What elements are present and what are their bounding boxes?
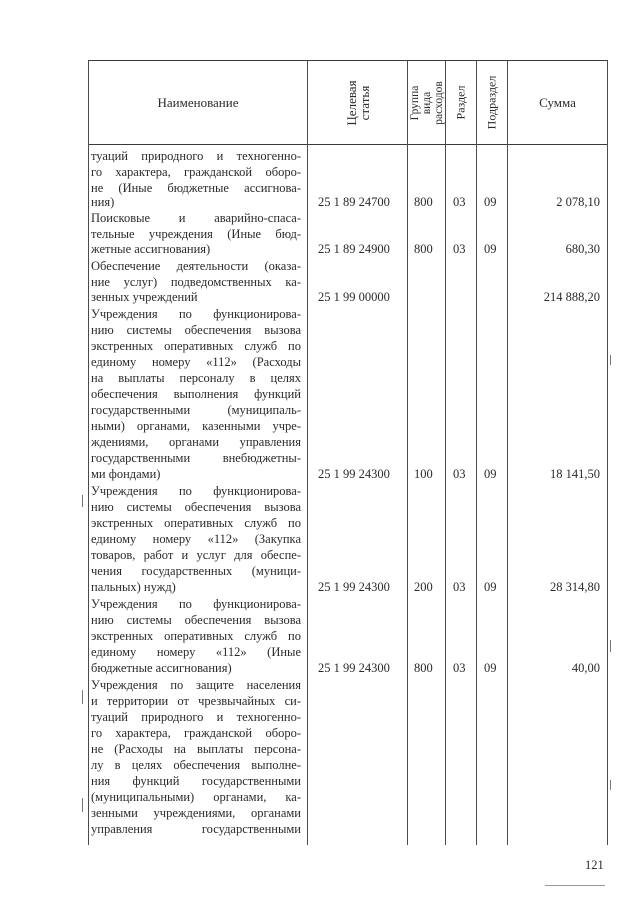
row-6-text-line: нию системы обеспечения вызова	[91, 613, 301, 627]
column-divider	[507, 60, 508, 845]
row-5-text-line: Учреждения по функционирова-	[91, 484, 301, 498]
header-amount: Сумма	[539, 94, 576, 110]
table-right-border	[607, 60, 608, 845]
row-4-text-line: на выплаты персоналу в целях	[91, 371, 301, 385]
row-7-text-line: Учреждения по защите населения	[91, 678, 301, 692]
row-2-text-line: Поисковые и аварийно-спаса-	[91, 211, 301, 225]
row-3-article: 25 1 99 00000	[318, 290, 390, 304]
page-number: 121	[585, 858, 604, 872]
scan-mark	[610, 640, 611, 652]
row-3-text-line: зенных учреждений	[91, 290, 198, 304]
row-5-text-line: пальных) нужд)	[91, 580, 176, 594]
row-4-text-line: ными) органами, казенными учре-	[91, 419, 301, 433]
scan-mark	[82, 798, 83, 812]
scan-mark	[82, 495, 83, 507]
row-1-section: 03	[453, 195, 466, 209]
row-5-subsection: 09	[484, 580, 497, 594]
row-5-text-line: единому номеру «112» (Закупка	[91, 532, 301, 546]
row-2-group: 800	[414, 242, 433, 256]
row-5-text-line: чения государственных (муници-	[91, 564, 301, 578]
row-6-text-line: бюджетные ассигнования)	[91, 661, 232, 675]
header-target-article	[308, 61, 407, 144]
column-divider	[445, 60, 446, 845]
header-target-article-text: Целевая статья	[343, 79, 372, 126]
header-expense-group-text: Группа вида расходов	[408, 80, 445, 125]
header-subsection-text: Подраздел	[484, 75, 499, 130]
row-3-amount: 214 888,20	[543, 290, 600, 304]
row-7-text-line: не (Расходы на выплаты персона-	[91, 742, 301, 756]
scan-mark	[82, 690, 83, 704]
header-bottom-border	[88, 144, 608, 145]
row-2-article: 25 1 89 24900	[318, 242, 390, 256]
row-1-text-line: го характера, гражданской оборо-	[91, 165, 301, 179]
row-6-group: 800	[414, 661, 433, 675]
column-divider	[476, 60, 477, 845]
row-4-text-line: государственными (муниципаль-	[91, 403, 301, 417]
row-5-amount: 28 314,80	[550, 580, 600, 594]
row-1-group: 800	[414, 195, 433, 209]
row-4-group: 100	[414, 467, 433, 481]
row-5-section: 03	[453, 580, 466, 594]
row-4-section: 03	[453, 467, 466, 481]
row-4-text-line: экстренных оперативных служб по	[91, 339, 301, 353]
row-3-text-line: Обеспечение деятельности (оказа-	[91, 259, 301, 273]
header-expense-group	[408, 61, 445, 144]
header-subsection	[477, 61, 507, 144]
row-6-subsection: 09	[484, 661, 497, 675]
header-section	[446, 61, 476, 144]
row-1-text-line: ния)	[91, 195, 115, 209]
row-5-text-line: товаров, работ и услуг для обеспе-	[91, 548, 301, 562]
row-7-text-line: (муниципальными) органами, ка-	[91, 790, 301, 804]
row-7-text-line: управления государственными	[91, 822, 301, 836]
footer-rule	[545, 885, 605, 886]
row-4-amount: 18 141,50	[550, 467, 600, 481]
row-1-text-line: не (Иные бюджетные ассигнова-	[91, 181, 301, 195]
row-1-article: 25 1 89 24700	[318, 195, 390, 209]
row-7-text-line: го характера, гражданской оборо-	[91, 726, 301, 740]
row-2-section: 03	[453, 242, 466, 256]
row-5-article: 25 1 99 24300	[318, 580, 390, 594]
table-left-border	[88, 60, 89, 845]
row-2-text-line: жетные ассигнования)	[91, 242, 211, 256]
header-name: Наименование	[157, 94, 239, 110]
header-section-text: Раздел	[453, 85, 468, 120]
scan-mark	[610, 355, 611, 365]
row-5-text-line: экстренных оперативных служб по	[91, 516, 301, 530]
row-1-text-line: туаций природного и техногенно-	[91, 149, 301, 163]
row-4-text-line: обеспечения выполнения функций	[91, 387, 301, 401]
row-2-amount: 680,30	[565, 242, 600, 256]
column-divider	[407, 60, 408, 845]
row-3-text-line: ние услуг) подведомственных ка-	[91, 275, 301, 289]
row-5-group: 200	[414, 580, 433, 594]
row-4-article: 25 1 99 24300	[318, 467, 390, 481]
row-7-text-line: лу в целях обеспечения выполне-	[91, 758, 301, 772]
row-7-text-line: и территории от чрезвычайных си-	[91, 694, 301, 708]
row-1-amount: 2 078,10	[556, 195, 600, 209]
row-7-text-line: зенными учреждениями, органами	[91, 806, 301, 820]
row-1-subsection: 09	[484, 195, 497, 209]
row-4-text-line: государственными внебюджетны-	[91, 451, 301, 465]
row-4-text-line: единому номеру «112» (Расходы	[91, 355, 301, 369]
row-4-text-line: Учреждения по функционирова-	[91, 307, 301, 321]
row-5-text-line: нию системы обеспечения вызова	[91, 500, 301, 514]
row-6-article: 25 1 99 24300	[318, 661, 390, 675]
row-7-text-line: ния функций государственными	[91, 774, 301, 788]
row-4-text-line: ми фондами)	[91, 467, 161, 481]
row-4-text-line: ждениями, органами управления	[91, 435, 301, 449]
row-6-section: 03	[453, 661, 466, 675]
row-2-subsection: 09	[484, 242, 497, 256]
row-6-text-line: единому номеру «112» (Иные	[91, 645, 301, 659]
row-2-text-line: тельные учреждения (Иные бюд-	[91, 227, 301, 241]
row-6-text-line: Учреждения по функционирова-	[91, 597, 301, 611]
column-divider	[307, 60, 308, 845]
row-6-text-line: экстренных оперативных служб по	[91, 629, 301, 643]
row-6-amount: 40,00	[571, 661, 600, 675]
row-7-text-line: туаций природного и техногенно-	[91, 710, 301, 724]
scan-mark	[610, 780, 611, 790]
row-4-subsection: 09	[484, 467, 497, 481]
row-4-text-line: нию системы обеспечения вызова	[91, 323, 301, 337]
